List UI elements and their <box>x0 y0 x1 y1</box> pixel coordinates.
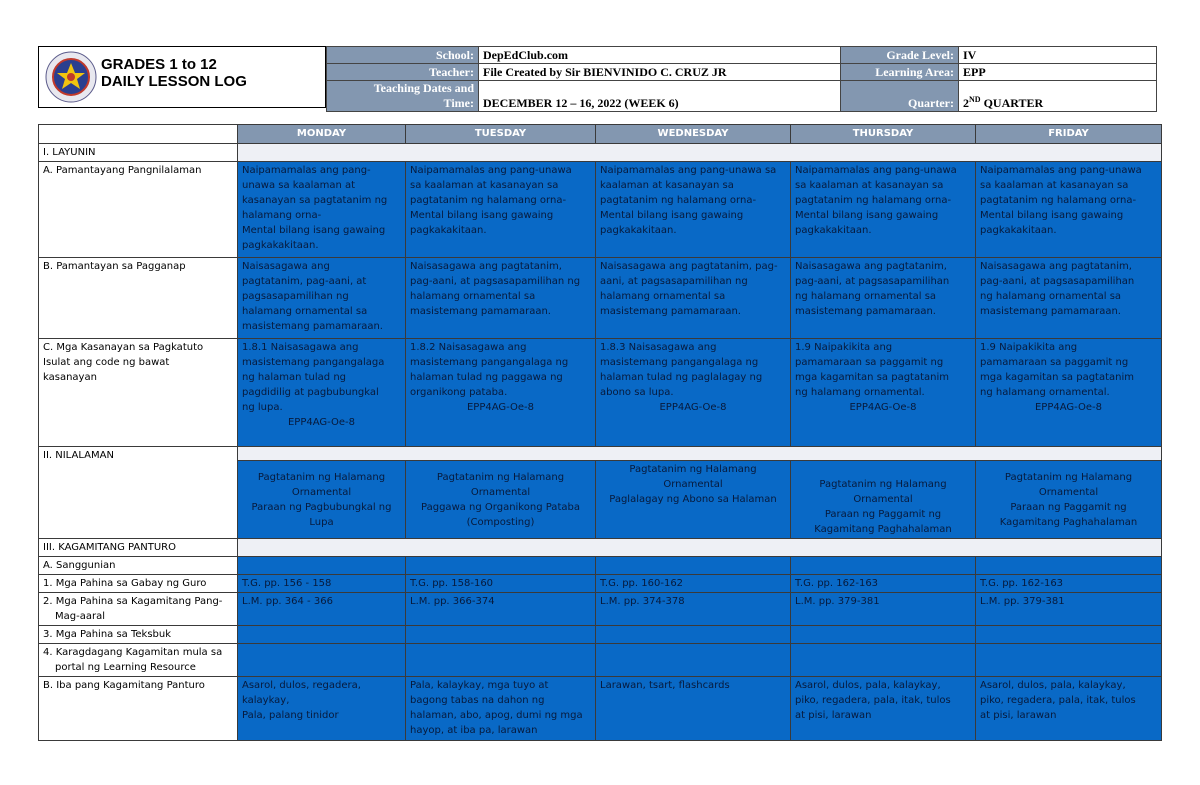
cell-line: 1.8.1 Naisasagawa ang <box>242 342 359 353</box>
cell-line: Asarol, dulos, regadera, <box>242 680 361 691</box>
brand-box <box>38 46 326 108</box>
meta-table <box>326 46 1157 112</box>
cell-line: Naipamamalas ang pang-unawa <box>410 165 572 176</box>
teksbuk-thursday <box>791 626 976 644</box>
brand-title-line2: DAILY LESSON LOG <box>101 73 247 90</box>
nilalaman-monday <box>238 461 406 539</box>
cell-line: 1.9 Naipakikita ang <box>980 342 1078 353</box>
grade-label: Grade Level: <box>841 47 959 64</box>
cell-line: hayop, at iba pa, larawan <box>410 725 538 736</box>
iba-tuesday <box>406 677 596 741</box>
day-friday: FRIDAY <box>976 125 1162 144</box>
kagamitan-span <box>238 539 1162 557</box>
cell-line: kalaykay, <box>242 695 290 706</box>
cell-line: Naisasagawa ang pagtatanim, <box>980 261 1132 272</box>
cell-line: halaman tulad ng paglalagay ng <box>600 372 763 383</box>
cell-line: ng halamang ornamental sa <box>980 291 1122 302</box>
nilalaman-header-row <box>39 447 1162 461</box>
cell-line: at pisi, larawan <box>980 710 1057 721</box>
kasanayan-label <box>39 339 238 447</box>
cell-line: halaman, abo, apog, dumi ng mga <box>410 710 583 721</box>
pagganap-thursday <box>791 258 976 339</box>
cell-line: pagkakakitaan. <box>410 225 487 236</box>
cell-line: halamang orna- <box>242 210 322 221</box>
pagganap-row <box>39 258 1162 339</box>
cell-line: masistemang pangangalaga <box>242 357 385 368</box>
cell-line: Lupa <box>309 516 334 528</box>
competency-code: EPP4AG-Oe-8 <box>659 402 727 413</box>
iba-row <box>39 677 1162 741</box>
label-line: 2. Mga Pahina sa Kagamitang Pang- <box>43 596 223 607</box>
cell-line: Ornamental <box>291 486 352 498</box>
gabay-wednesday: T.G. pp. 160-162 <box>596 575 791 593</box>
teksbuk-friday <box>976 626 1162 644</box>
dates-label <box>327 81 479 112</box>
cell-line: pagtatanim ng halamang orna- <box>600 195 757 206</box>
grade-value: IV <box>959 47 1157 64</box>
cell-line: Pala, palang tinidor <box>242 710 339 721</box>
sanggunian-monday <box>238 557 406 575</box>
iba-thursday <box>791 677 976 741</box>
label-line: kasanayan <box>43 372 97 383</box>
cell-line: Paglalagay ng Abono sa Halaman <box>609 494 777 505</box>
cell-line: piko, regadera, pala, itak, tulos <box>795 695 951 706</box>
kasanayan-tuesday <box>406 339 596 447</box>
cell-line: Kagamitang Paghahalaman <box>814 524 952 535</box>
portal-tuesday <box>406 644 596 677</box>
cell-line: masistemang pamamaraan. <box>410 306 551 317</box>
cell-line: 1.8.3 Naisasagawa ang <box>600 342 717 353</box>
cell-line: pagtatanim ng halamang orna- <box>980 195 1137 206</box>
lm-monday: L.M. pp. 364 - 366 <box>238 593 406 626</box>
deped-seal-icon <box>45 51 97 103</box>
corner-cell <box>39 125 238 144</box>
kagamitan-row <box>39 539 1162 557</box>
quarter-value <box>959 81 1157 112</box>
iba-friday <box>976 677 1162 741</box>
quarter-number: 2 <box>963 96 969 110</box>
portal-thursday <box>791 644 976 677</box>
portal-wednesday <box>596 644 791 677</box>
cell-line: Asarol, dulos, pala, kalaykay, <box>795 680 941 691</box>
label-line: Isulat ang code ng bawat <box>43 357 170 368</box>
area-value: EPP <box>959 64 1157 81</box>
pamantayang-friday <box>976 162 1162 258</box>
pagganap-friday <box>976 258 1162 339</box>
cell-line: pag-aani, at pagsasapamilihan <box>980 276 1135 287</box>
school-value: DepEdClub.com <box>479 47 841 64</box>
lm-thursday: L.M. pp. 379-381 <box>791 593 976 626</box>
lm-row <box>39 593 1162 626</box>
layunin-row <box>39 144 1162 162</box>
dates-label-line2: Time: <box>443 96 474 110</box>
cell-line: Paraan ng Paggamit ng <box>1010 501 1127 513</box>
competency-code: EPP4AG-Oe-8 <box>287 417 356 428</box>
gabay-monday: T.G. pp. 156 - 158 <box>238 575 406 593</box>
cell-line: Naisasagawa ang pagtatanim, pag- <box>600 261 778 272</box>
cell-line: Naisasagawa ang <box>242 261 330 272</box>
quarter-suffix: ND <box>969 95 981 104</box>
cell-line: pagtatanim ng halamang orna- <box>410 195 567 206</box>
cell-line: pamamaraan sa paggamit ng <box>795 357 944 368</box>
nilalaman-span <box>238 447 1162 461</box>
lm-wednesday: L.M. pp. 374-378 <box>596 593 791 626</box>
cell-line: ng halamang ornamental sa <box>795 291 937 302</box>
label-line: portal ng Learning Resource <box>55 662 196 673</box>
cell-line: Ornamental <box>470 486 531 498</box>
cell-line: Naipamamalas ang pang-unawa <box>980 165 1142 176</box>
pagganap-wednesday <box>596 258 791 339</box>
day-thursday: THURSDAY <box>791 125 976 144</box>
nilalaman-label: II. NILALAMAN <box>39 447 238 539</box>
pamantayang-label: A. Pamantayang Pangnilalaman <box>39 162 238 258</box>
cell-line: Mental bilang isang gawaing <box>410 210 554 221</box>
layunin-label: I. LAYUNIN <box>39 144 238 162</box>
cell-line: Naipamamalas ang pang-unawa sa <box>600 165 777 176</box>
cell-line: Ornamental <box>1038 486 1099 498</box>
cell-line: Mental bilang isang gawaing <box>600 210 744 221</box>
pagganap-label: B. Pamantayan sa Pagganap <box>39 258 238 339</box>
gabay-friday: T.G. pp. 162-163 <box>976 575 1162 593</box>
cell-line: pagkakakitaan. <box>795 225 872 236</box>
cell-line: masistemang pamamaraan. <box>600 306 741 317</box>
dates-value: DECEMBER 12 – 16, 2022 (WEEK 6) <box>479 81 841 112</box>
cell-line: piko, regadera, pala, itak, tulos <box>980 695 1136 706</box>
cell-line: pagkakakitaan. <box>242 240 319 251</box>
label-line: Mag-aaral <box>55 611 105 622</box>
cell-line: pag-aani, at pagsasapamilihan <box>795 276 950 287</box>
pamantayang-monday <box>238 162 406 258</box>
cell-line: Paraan ng Paggamit ng <box>824 509 942 520</box>
nilalaman-thursday <box>791 461 976 539</box>
cell-line: halaman tulad ng paggawa ng <box>410 372 563 383</box>
cell-line: sa kaalaman at kasanayan sa <box>980 180 1129 191</box>
cell-line: unawa sa kaalaman at <box>242 180 356 191</box>
sanggunian-row <box>39 557 1162 575</box>
cell-line: halamang ornamental sa <box>410 291 536 302</box>
cell-line: Naisasagawa ang pagtatanim, <box>795 261 947 272</box>
cell-line: Naipamamalas ang pang- <box>242 165 371 176</box>
cell-line: Pagtatanim ng Halamang <box>819 479 947 490</box>
cell-line: ng halaman tulad ng <box>242 372 346 383</box>
iba-monday <box>238 677 406 741</box>
cell-line: Mental bilang isang gawaing <box>242 225 386 236</box>
sanggunian-thursday <box>791 557 976 575</box>
cell-line: ng lupa. <box>242 402 283 413</box>
cell-line: masistemang pamamaraan. <box>795 306 936 317</box>
teksbuk-monday <box>238 626 406 644</box>
cell-line: pagtatanim ng halamang orna- <box>795 195 952 206</box>
cell-line: pagkakakitaan. <box>600 225 677 236</box>
area-label: Learning Area: <box>841 64 959 81</box>
kasanayan-thursday <box>791 339 976 447</box>
cell-line: Pagtatanim ng Halamang <box>629 464 757 475</box>
cell-line: sa kaalaman at kasanayan sa <box>410 180 559 191</box>
sanggunian-label: A. Sanggunian <box>39 557 238 575</box>
competency-code: EPP4AG-Oe-8 <box>466 402 535 413</box>
cell-line: ng halamang ornamental. <box>980 387 1110 398</box>
cell-line: pamamaraan sa paggamit ng <box>980 357 1129 368</box>
cell-line: halamang ornamental sa <box>600 291 726 302</box>
cell-line: 1.8.2 Naisasagawa ang <box>410 342 527 353</box>
day-monday: MONDAY <box>238 125 406 144</box>
cell-line: kaalaman at kasanayan sa <box>600 180 734 191</box>
nilalaman-friday <box>976 461 1162 539</box>
portal-label <box>39 644 238 677</box>
cell-line: Paggawa ng Organikong Pataba <box>421 501 580 513</box>
cell-line: mga kagamitan sa pagtatanim <box>795 372 949 383</box>
cell-line: Kagamitang Paghahalaman <box>999 516 1138 528</box>
gabay-thursday: T.G. pp. 162-163 <box>791 575 976 593</box>
cell-line: Pagtatanim ng Halamang <box>257 471 386 483</box>
pamantayang-wednesday <box>596 162 791 258</box>
gabay-label: 1. Mga Pahina sa Gabay ng Guro <box>39 575 238 593</box>
competency-code: EPP4AG-Oe-8 <box>1034 402 1103 413</box>
kasanayan-friday <box>976 339 1162 447</box>
pagganap-tuesday <box>406 258 596 339</box>
cell-line: Pagtatanim ng Halamang <box>1004 471 1133 483</box>
portal-row <box>39 644 1162 677</box>
gabay-row <box>39 575 1162 593</box>
cell-line: Mental bilang isang gawaing <box>795 210 939 221</box>
cell-line: Naisasagawa ang pagtatanim, <box>410 261 562 272</box>
quarter-label: Quarter: <box>841 81 959 112</box>
kasanayan-row <box>39 339 1162 447</box>
kasanayan-wednesday <box>596 339 791 447</box>
portal-monday <box>238 644 406 677</box>
sanggunian-tuesday <box>406 557 596 575</box>
pamantayang-tuesday <box>406 162 596 258</box>
cell-line: masistemang pangangalaga ng <box>600 357 759 368</box>
cell-line: (Composting) <box>466 516 535 528</box>
cell-line: kasanayan sa pagtatanim ng <box>242 195 388 206</box>
cell-line: pagdidilig at pagbubungkal <box>242 387 379 398</box>
lesson-log-header <box>38 46 1160 108</box>
cell-line: Pala, kalaykay, mga tuyo at <box>410 680 549 691</box>
teacher-label: Teacher: <box>327 64 479 81</box>
label-line: C. Mga Kasanayan sa Pagkatuto <box>43 342 204 353</box>
cell-line: pagsasapamilihan ng <box>242 291 349 302</box>
cell-line: Pagtatanim ng Halamang <box>436 471 565 483</box>
cell-line: masistemang pamamaraan. <box>242 321 383 332</box>
day-tuesday: TUESDAY <box>406 125 596 144</box>
day-header-row <box>39 125 1162 144</box>
lm-tuesday: L.M. pp. 366-374 <box>406 593 596 626</box>
cell-line: masistemang pangangalaga ng <box>410 357 569 368</box>
day-wednesday: WEDNESDAY <box>596 125 791 144</box>
cell-line: ng halamang ornamental. <box>795 387 925 398</box>
teksbuk-row <box>39 626 1162 644</box>
cell-line: Ornamental <box>663 479 723 490</box>
cell-line: pagtatanim, pag-aani, at <box>242 276 367 287</box>
lm-friday: L.M. pp. 379-381 <box>976 593 1162 626</box>
iba-wednesday <box>596 677 791 741</box>
cell-line: Ornamental <box>853 494 913 505</box>
layunin-span <box>238 144 1162 162</box>
label-line: 4. Karagdagang Kagamitan mula sa <box>43 647 223 658</box>
competency-code: EPP4AG-Oe-8 <box>849 402 917 413</box>
cell-line: bagong tabas na dahon ng <box>410 695 545 706</box>
teksbuk-label: 3. Mga Pahina sa Teksbuk <box>39 626 238 644</box>
teacher-value: File Created by Sir BIENVINIDO C. CRUZ JR <box>479 64 841 81</box>
kagamitan-label: III. KAGAMITANG PANTURO <box>39 539 238 557</box>
pamantayang-row <box>39 162 1162 258</box>
cell-line: pagkakakitaan. <box>980 225 1057 236</box>
nilalaman-wednesday <box>596 461 791 539</box>
iba-label: B. Iba pang Kagamitang Panturo <box>39 677 238 741</box>
teksbuk-wednesday <box>596 626 791 644</box>
cell-line: aani, at pagsasapamilihan ng <box>600 276 748 287</box>
cell-line: abono sa lupa. <box>600 387 674 398</box>
cell-line: Naipamamalas ang pang-unawa <box>795 165 957 176</box>
kasanayan-monday <box>238 339 406 447</box>
cell-line: Asarol, dulos, pala, kalaykay, <box>980 680 1126 691</box>
dates-label-line1: Teaching Dates and <box>373 81 474 95</box>
brand-title-line1: GRADES 1 to 12 <box>101 56 217 73</box>
sanggunian-wednesday <box>596 557 791 575</box>
cell-line: Paraan ng Pagbubungkal ng <box>251 501 392 513</box>
nilalaman-tuesday <box>406 461 596 539</box>
school-label: School: <box>327 47 479 64</box>
cell-line: halamang ornamental sa <box>242 306 368 317</box>
cell-line: sa kaalaman at kasanayan sa <box>795 180 944 191</box>
cell-line: pag-aani, at pagsasapamilihan ng <box>410 276 581 287</box>
pagganap-monday <box>238 258 406 339</box>
cell-line: Mental bilang isang gawaing <box>980 210 1124 221</box>
teksbuk-tuesday <box>406 626 596 644</box>
cell-line: 1.9 Naipakikita ang <box>795 342 893 353</box>
lesson-grid <box>38 124 1162 741</box>
portal-friday <box>976 644 1162 677</box>
cell-line: masistemang pamamaraan. <box>980 306 1121 317</box>
gabay-tuesday: T.G. pp. 158-160 <box>406 575 596 593</box>
sanggunian-friday <box>976 557 1162 575</box>
cell-line: organikong pataba. <box>410 387 508 398</box>
pamantayang-thursday <box>791 162 976 258</box>
cell-line: at pisi, larawan <box>795 710 872 721</box>
cell-line: mga kagamitan sa pagtatanim <box>980 372 1134 383</box>
quarter-word: QUARTER <box>980 96 1044 110</box>
lm-label <box>39 593 238 626</box>
cell-line: Larawan, tsart, flashcards <box>600 680 730 691</box>
brand-title <box>101 56 247 90</box>
